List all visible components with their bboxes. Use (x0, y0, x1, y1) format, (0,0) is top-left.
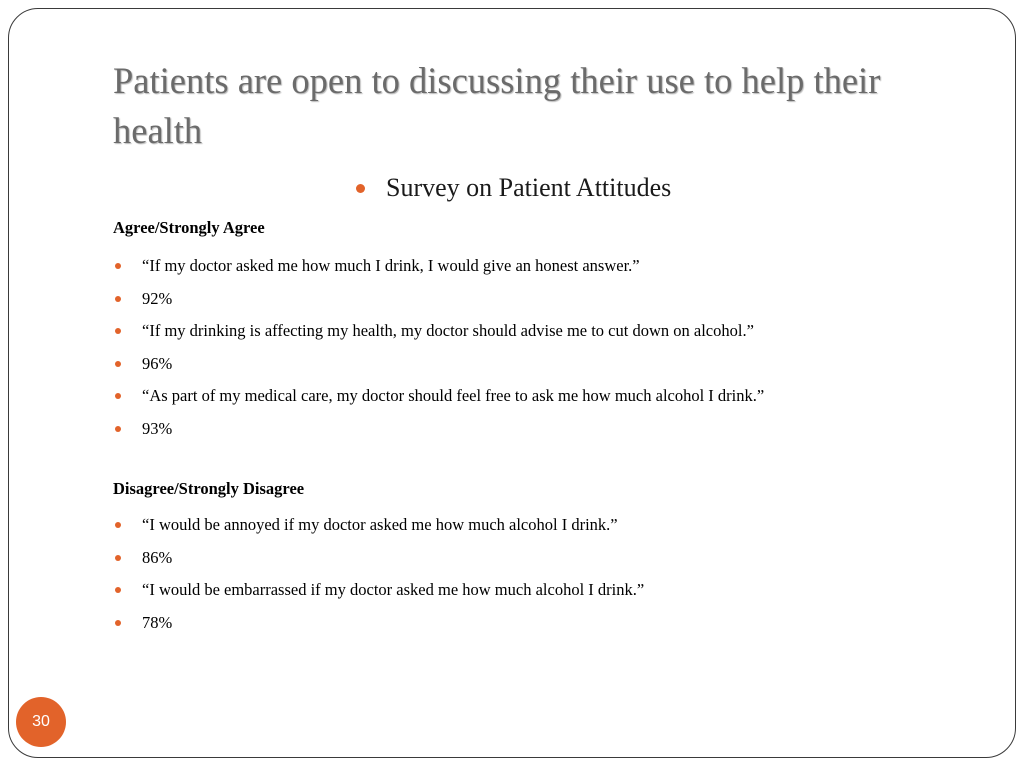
slide-title: Patients are open to discussing their use to help their health (113, 60, 881, 151)
list-item (113, 315, 764, 348)
list-item (113, 607, 644, 640)
slide-subtitle: Survey on Patient Attitudes (386, 173, 672, 202)
bullet-icon (356, 184, 365, 193)
bullet-icon (115, 587, 121, 593)
list-item-text: 86% (142, 547, 173, 567)
bullet-icon (115, 522, 121, 528)
bullet-icon (115, 328, 121, 334)
agree-section-heading: Agree/Strongly Agree (113, 218, 265, 237)
bullet-icon (115, 393, 121, 399)
list-item (113, 574, 644, 607)
page-number: 30 (32, 713, 50, 730)
disagree-section-heading: Disagree/Strongly Disagree (113, 479, 305, 498)
list-item (113, 509, 644, 542)
list-item-text: 96% (142, 353, 173, 373)
agree-list (113, 250, 764, 445)
list-item-text: “I would be annoyed if my doctor asked me how much alcohol I drink.” (142, 515, 618, 535)
list-item (113, 250, 764, 283)
page-number-badge (16, 697, 66, 747)
bullet-icon (115, 361, 121, 367)
list-item-text: 92% (142, 288, 173, 308)
disagree-list (113, 509, 644, 639)
bullet-icon (115, 296, 121, 302)
list-item-text: “As part of my medical care, my doctor should feel free to ask me how much alcohol I drink.” (142, 386, 765, 406)
subtitle-row (356, 172, 671, 204)
bullet-icon (115, 620, 121, 626)
list-item-text: “If my doctor asked me how much I drink, I would give an honest answer.” (142, 256, 640, 276)
list-item (113, 413, 764, 446)
list-item-text: 93% (142, 418, 173, 438)
list-item-text: 78% (142, 612, 173, 632)
list-item-text: “If my drinking is affecting my health, my doctor should advise me to cut down on alcohol.” (142, 321, 754, 341)
bullet-icon (115, 426, 121, 432)
bullet-icon (115, 555, 121, 561)
list-item (113, 348, 764, 381)
list-item (113, 380, 764, 413)
bullet-icon (115, 263, 121, 269)
list-item-text: “I would be embarrassed if my doctor asked me how much alcohol I drink.” (142, 580, 645, 600)
list-item (113, 542, 644, 575)
list-item (113, 283, 764, 316)
